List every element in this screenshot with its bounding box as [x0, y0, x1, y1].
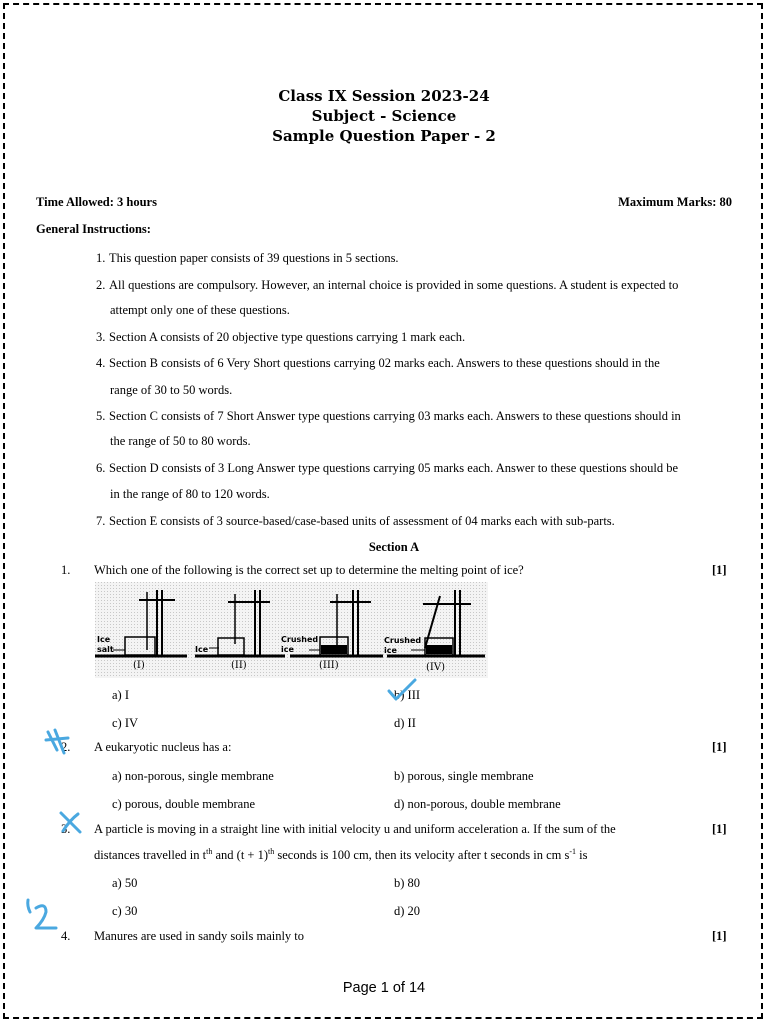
- option-c: c) porous, double membrane: [112, 797, 256, 811]
- question-number: 4.: [61, 929, 71, 943]
- question-marks: [1]: [712, 822, 727, 836]
- question-text-continuation: distances travelled in $t^{th}$ and $(t + 1)^{th}$ seconds is 100 cm, then its velocity after t seconds in cm $s^{-1}$ is: [94, 846, 588, 862]
- option-d: d) II: [394, 716, 416, 730]
- instruction-continuation: attempt only one of these questions.: [110, 303, 290, 317]
- page-footer: Page 1 of 14: [342, 980, 426, 996]
- pen-checkmark-icon: [384, 676, 420, 706]
- label-ice: ice: [384, 646, 397, 655]
- option-d: d) 20: [394, 904, 421, 918]
- instructions-title: General Instructions:: [36, 222, 151, 236]
- time-allowed: Time Allowed: 3 hours: [36, 195, 157, 209]
- option-b: b) porous, single membrane: [394, 769, 534, 783]
- caption-iv: (IV): [426, 662, 445, 673]
- question-marks: [1]: [712, 929, 727, 943]
- label-ice: ice: [281, 645, 294, 654]
- label-ice: Ice: [97, 635, 111, 644]
- option-a: a) non-porous, single membrane: [112, 769, 274, 783]
- pen-mark-q2-icon: [42, 726, 76, 756]
- instruction-item: 3. Section A consists of 20 objective type questions carrying 1 mark each.: [96, 330, 466, 344]
- option-a: a) I: [112, 688, 129, 702]
- caption-i: (I): [133, 660, 145, 671]
- paper-title: Sample Question Paper - 2: [272, 127, 496, 145]
- label-crushed: Crushed: [281, 635, 319, 644]
- instruction-item: 4. Section B consists of 6 Very Short questions carrying 02 marks each. Answers to these questions should in the: [96, 356, 660, 370]
- maximum-marks: Maximum Marks: 80: [618, 195, 732, 209]
- question-text: A particle is moving in a straight line with initial velocity u and uniform acceleration a. If the sum of the: [94, 822, 616, 836]
- instruction-continuation: range of 30 to 50 words.: [110, 383, 233, 397]
- question-text: Which one of the following is the correct set up to determine the melting point of ice?: [94, 563, 524, 577]
- instruction-item: 6. Section D consists of 3 Long Answer type questions carrying 05 marks each. Answer to these questions should be: [96, 461, 679, 475]
- label-salt: salt: [97, 645, 114, 654]
- page-border: [3, 3, 763, 1019]
- section-heading: Section A: [368, 540, 420, 554]
- instruction-continuation: in the range of 80 to 120 words.: [110, 487, 270, 501]
- question-marks: [1]: [712, 740, 727, 754]
- question-number: 3.: [61, 822, 71, 836]
- option-d: d) non-porous, double membrane: [394, 797, 561, 811]
- label-ice: Ice: [195, 645, 209, 654]
- option-c: c) 30: [112, 904, 138, 918]
- caption-ii: (II): [231, 660, 247, 671]
- pen-cross-q3-icon: [56, 808, 86, 838]
- caption-iii: (III): [319, 660, 339, 671]
- question-marks: [1]: [712, 563, 727, 577]
- melting-point-setups-figure: [95, 582, 488, 678]
- subject-title: Subject - Science: [311, 107, 457, 125]
- option-c: c) IV: [112, 716, 139, 730]
- option-b: b) 80: [394, 876, 421, 890]
- label-crushed: Crushed: [384, 636, 422, 645]
- instruction-item: 7. Section E consists of 3 source-based/case-based units of assessment of 04 marks each with sub-parts.: [96, 514, 615, 528]
- question-text: Manures are used in sandy soils mainly to: [94, 929, 305, 943]
- question-text: A eukaryotic nucleus has a:: [94, 740, 232, 754]
- pen-half-mark-icon: [22, 896, 66, 936]
- question-number: 2.: [61, 740, 71, 754]
- instruction-item: 2. All questions are compulsory. However, an internal choice is provided in some questions. A student is expected to: [96, 278, 679, 292]
- instruction-item: 1. This question paper consists of 39 questions in 5 sections.: [96, 251, 399, 265]
- class-title: Class IX Session 2023-24: [278, 87, 490, 105]
- instruction-item: 5. Section C consists of 7 Short Answer type questions carrying 03 marks each. Answers to these questions should in: [96, 409, 681, 423]
- question-number: 1.: [61, 563, 71, 577]
- option-b: b) III: [394, 688, 421, 702]
- option-a: a) 50: [112, 876, 138, 890]
- instruction-continuation: the range of 50 to 80 words.: [110, 434, 251, 448]
